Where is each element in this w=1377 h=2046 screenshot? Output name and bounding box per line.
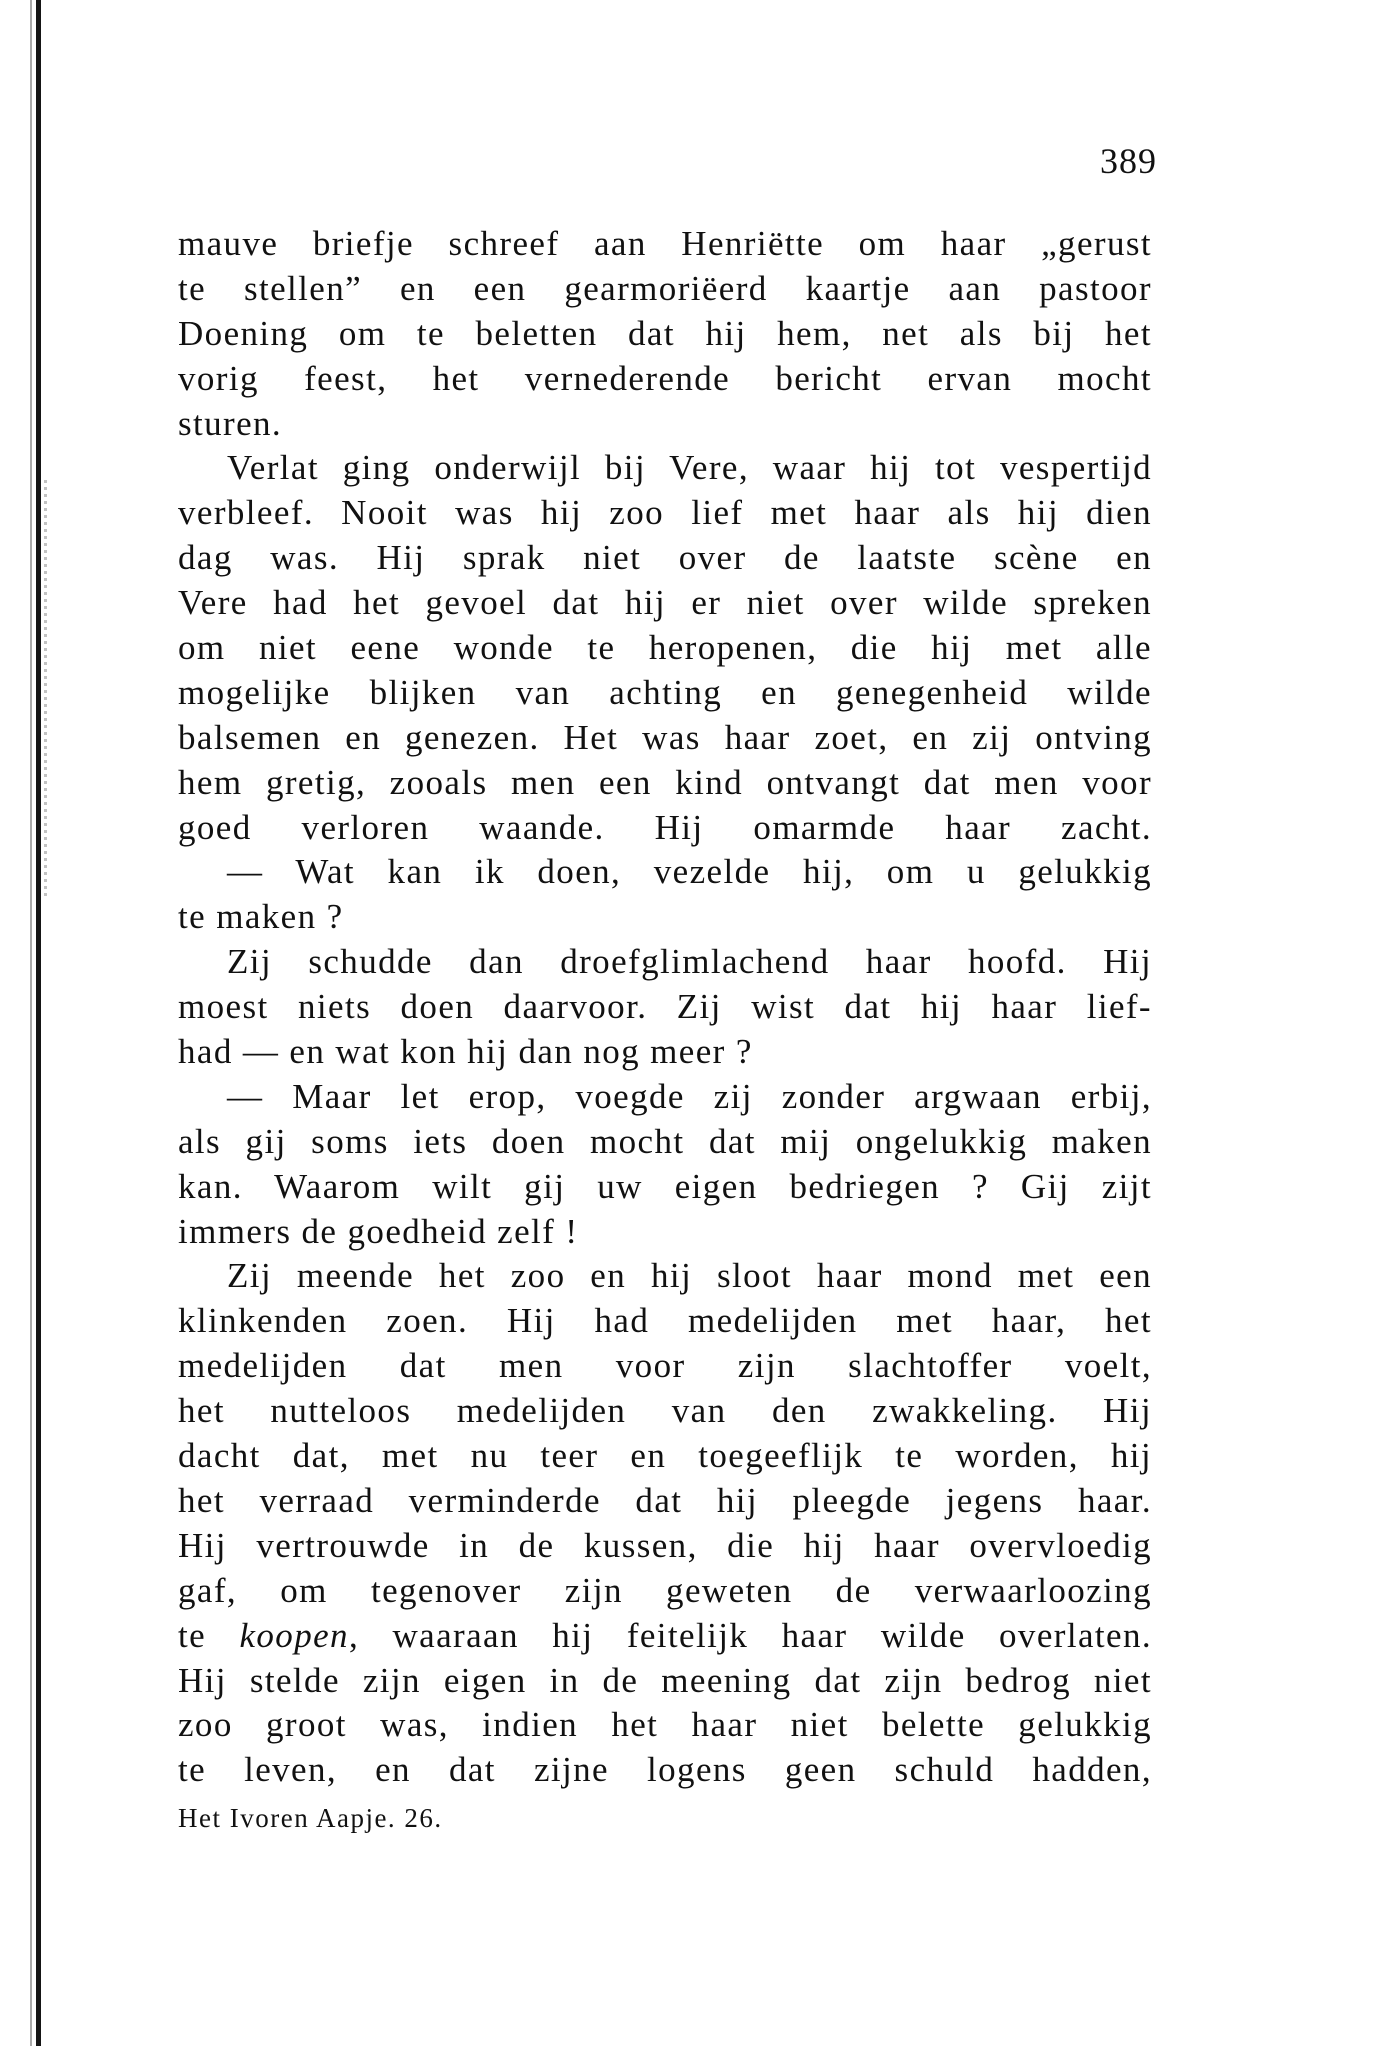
text-line: Doening om te beletten dat hij hem, net als bij het [178, 313, 1152, 353]
text-segment: te [178, 1615, 240, 1655]
text-line: vorig feest, het vernederende bericht ervan mocht [178, 358, 1152, 398]
text-line [178, 1614, 1152, 1659]
text-line: — Maar let erop, voegde zij zonder argwaan erbij, [227, 1076, 1152, 1116]
scan-edge-binding [36, 0, 41, 2046]
page-number: 389 [1100, 141, 1157, 181]
text-line: Zij meende het zoo en hij sloot haar mond met een [227, 1256, 1152, 1296]
text-line: het verraad verminderde dat hij pleegde jegens haar. [178, 1480, 1152, 1520]
text-line: Hij vertrouwde in de kussen, die hij haar overvloedig [178, 1525, 1152, 1565]
text-line: te leven, en dat zijne logens geen schuld hadden, [178, 1750, 1152, 1790]
text-line: — Wat kan ik doen, vezelde hij, om u gelukkig [227, 852, 1152, 892]
text-line: dacht dat, met nu teer en toegeeflijk te worden, hij [178, 1436, 1152, 1476]
text-line: Vere had het gevoel dat hij er niet over wilde spreken [178, 583, 1152, 623]
text-segment: , waaraan hij feitelijk haar wilde overlaten. [348, 1615, 1152, 1655]
text-line: klinkenden zoen. Hij had medelijden met haar, het [178, 1301, 1152, 1341]
text-line: had — en wat kon hij dan nog meer ? [178, 1032, 753, 1072]
text-line: goed verloren waande. Hij omarmde haar zacht. [178, 807, 1152, 847]
text-line: medelijden dat men voor zijn slachtoffer voelt, [178, 1346, 1152, 1386]
scan-edge-shadow [30, 0, 32, 2046]
signature-footer: Het Ivoren Aapje. 26. [178, 1803, 443, 1833]
text-line: Verlat ging onderwijl bij Vere, waar hij tot vespertijd [227, 448, 1152, 488]
text-line: Hij stelde zijn eigen in de meening dat zijn bedrog niet [178, 1660, 1152, 1700]
text-line: gaf, om tegenover zijn geweten de verwaarloozing [178, 1570, 1152, 1610]
text-line: balsemen en genezen. Het was haar zoet, en zij ontving [178, 717, 1152, 757]
text-line: mauve briefje schreef aan Henriëtte om haar „gerust [178, 224, 1152, 263]
text-line: kan. Waarom wilt gij uw eigen bedriegen ? Gij zijt [178, 1166, 1152, 1206]
text-line: hem gretig, zooals men een kind ontvangt dat men voor [178, 762, 1152, 802]
body-text [178, 222, 1152, 1793]
text-line: als gij soms iets doen mocht dat mij ongelukkig maken [178, 1121, 1152, 1161]
text-line: verbleef. Nooit was hij zoo lief met haar als hij dien [178, 493, 1152, 533]
text-line: zoo groot was, indien het haar niet belette gelukkig [178, 1705, 1152, 1745]
text-line: sturen. [178, 403, 283, 443]
text-line: mogelijke blijken van achting en genegenheid wilde [178, 672, 1152, 712]
italic-word: koopen [239, 1615, 349, 1655]
text-line: te stellen” en een gearmoriëerd kaartje aan pastoor [178, 268, 1152, 308]
text-line: dag was. Hij sprak niet over de laatste scène en [178, 538, 1152, 578]
scan-edge-noise [44, 480, 47, 900]
text-line: te maken ? [178, 897, 344, 937]
text-line: het nutteloos medelijden van den zwakkeling. Hij [178, 1391, 1152, 1431]
text-line: moest niets doen daarvoor. Zij wist dat hij haar lief- [178, 987, 1152, 1027]
text-line: immers de goedheid zelf ! [178, 1211, 579, 1251]
text-line: Zij schudde dan droefglimlachend haar hoofd. Hij [227, 942, 1152, 982]
text-line: om niet eene wonde te heropenen, die hij met alle [178, 628, 1152, 668]
